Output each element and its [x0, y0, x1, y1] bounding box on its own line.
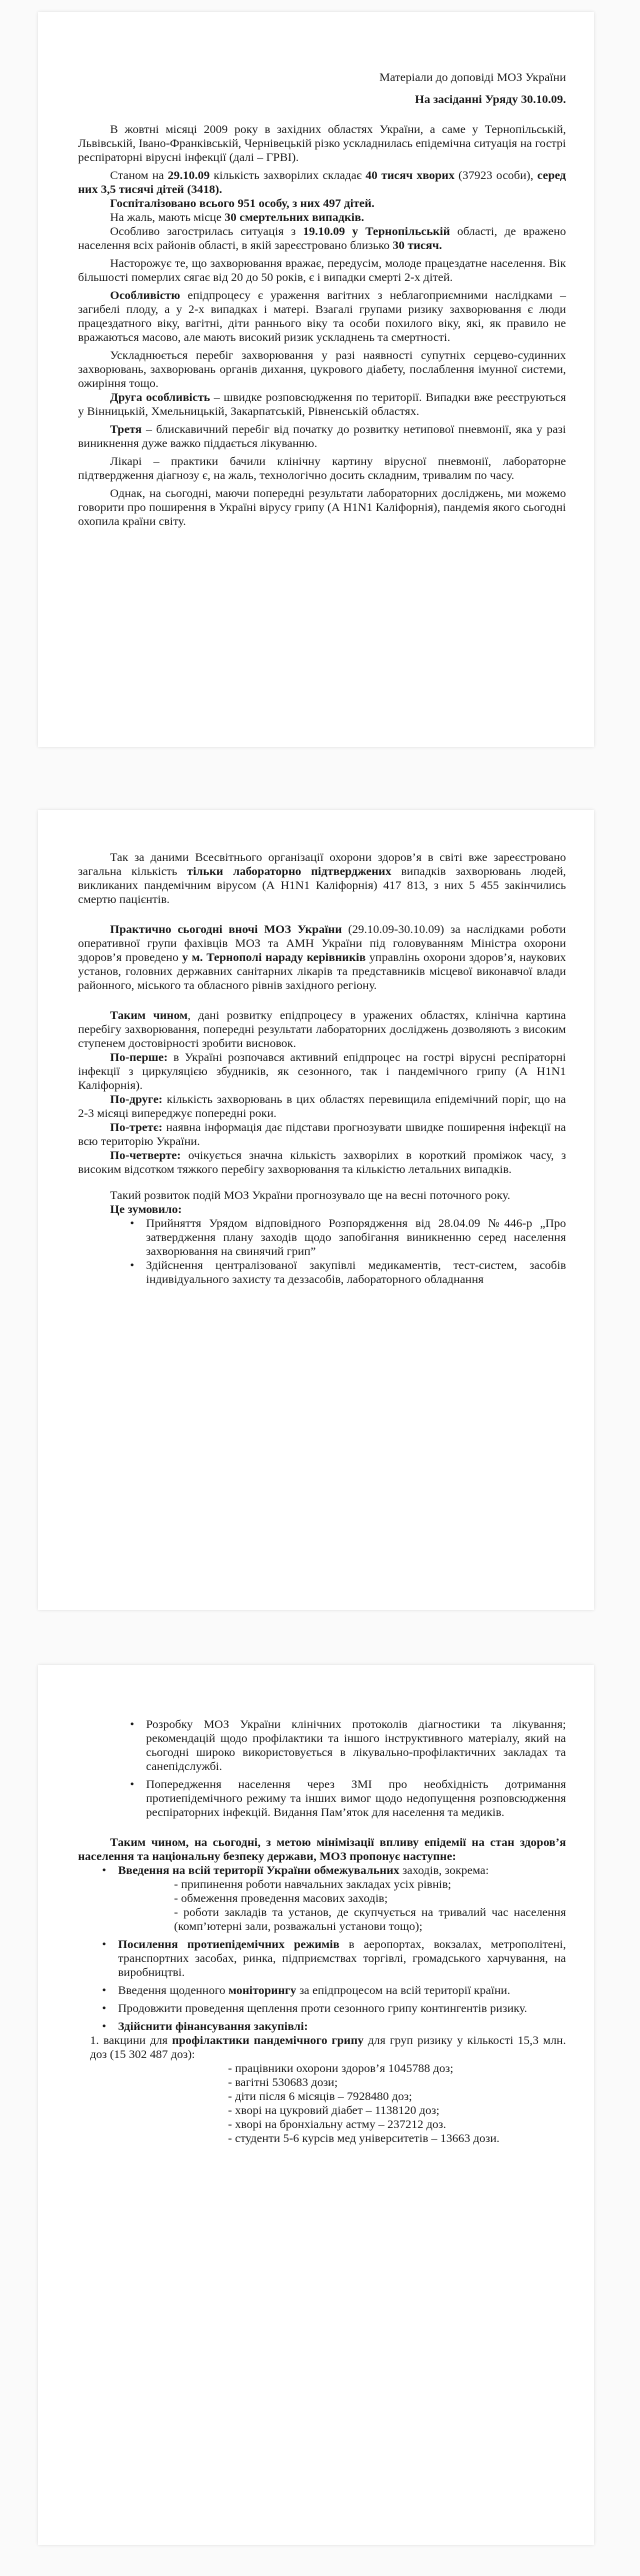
- text-run: Практично сьогодні вночі МОЗ України: [110, 922, 342, 936]
- text-run: Посилення протиепідемічних режимів: [118, 1937, 340, 1951]
- paragraph: [78, 390, 566, 418]
- text-run: (29.10.09-30.10.09) за наслідками роботи оперативної групи фахівців МОЗ та АМН України під головуванням Міністра охорони здоров’я проведено: [78, 922, 566, 964]
- page-3-body: [78, 1717, 566, 2145]
- text-run: в аеропортах, вокзалах, метрополітені, транспортних засобах, ринка, підприємствах торгівлі, громадського харчування, на виробництві.: [118, 1937, 567, 1979]
- sub-item: [78, 2033, 566, 2061]
- sub-item: - хворі на цукровий діабет – 1138120 доз;: [228, 2103, 440, 2117]
- paragraph: [78, 922, 566, 992]
- list-item: [90, 1983, 566, 1997]
- paragraph: Лікарі – практики бачили клінічну картину вірусної пневмонії, лабораторне підтвердження діагнозу є, на жаль, технологічно досить складним, тривалим по часу.: [78, 454, 566, 482]
- text-run: кількість захворювань в цих областях перевищила епідемічний поріг, що на 2-3 місяці випереджує попередні роки.: [78, 1092, 566, 1120]
- text-run: 19.10.09 у Тернопільській: [302, 224, 450, 238]
- paragraph: [78, 1050, 566, 1092]
- sub-item: - хворі на бронхіальну астму – 237212 доз.: [228, 2117, 447, 2131]
- text-run: заходів, зокрема:: [399, 1863, 489, 1877]
- text-run: Особливо загострилась ситуація з: [110, 224, 303, 238]
- page-1-body: [78, 70, 566, 528]
- measures-list: [118, 1216, 566, 1286]
- text-run: Станом на: [110, 168, 168, 182]
- text-run: По-перше:: [110, 1050, 168, 1064]
- text-run: в Україні розпочався активний епідпроцес на гострі вірусні респіраторні інфекції з циркуляцією збудників, як сезонного, так і пандемічного грипу (А H1N1 Каліфорнія).: [78, 1050, 566, 1092]
- sub-item: - працівники охорони здоров’я 1045788 доз;: [228, 2061, 454, 2075]
- text-run: (37923 особи),: [454, 168, 538, 182]
- text-run: – блискавичний перебіг від початку до розвитку нетипової пневмонії, яка у разі виникнення дуже важко піддається лікуванню.: [78, 422, 566, 450]
- proposals-list: [90, 1863, 566, 1877]
- text-run: області, де вражено населення всіх районів області, в якій зареєстровано близько: [78, 224, 566, 252]
- text-run: за епідпроцесом на всій території країни.: [296, 1983, 511, 1997]
- text-run: 30 тисяч.: [392, 238, 443, 252]
- text-run: Введення щоденного: [118, 1983, 229, 1997]
- text-run: для груп ризику у кількості 15,3 млн. доз (15 302 487 доз):: [90, 2033, 566, 2061]
- proposals-intro: [78, 1835, 566, 1863]
- measures-list-continued: [118, 1717, 566, 1819]
- header-line-2: [78, 92, 566, 106]
- paragraph: [78, 1120, 566, 1148]
- text-run: Госпіталізовано всього 951 особу: [110, 196, 287, 210]
- text-run: епідпроцесу є ураження вагітних з неблагоприємними наслідками – загибелі плоду, а у 2-х випадках і матері. Взагалі групами ризику захворювання є люди працездатного віку, вагітні, діти раннього віку та особи похилого віку, які, як правило не вражаються масово, але мають високий ризик ускладнень та смертності.: [78, 288, 566, 344]
- text-run: кількість захворілих складає: [209, 168, 366, 182]
- text-run: По-третє:: [110, 1120, 163, 1134]
- text-run: Так за даними Всесвітнього організації охорони здоров’я в світі вже зареєстровано загальна кількість: [78, 850, 566, 878]
- text-run: випадків захворювань людей, викликаних пандемічним вірусом (А H1N1 Каліфорнія) 417 813, з них 5 455 закінчились смертю пацієнтів.: [78, 864, 567, 906]
- list-item: • Продовжити проведення щеплення проти сезонного грипу контингентів ризику.: [90, 2001, 566, 2015]
- text-run: – швидке розповсюдження по території. Випадки вже реєструються у Вінницькій, Хмельницькій, Закарпатській, Рівненській областях.: [78, 390, 566, 418]
- sub-item: - діти після 6 місяців – 7928480 доз;: [228, 2089, 413, 2103]
- text-run: Здійснити фінансування закупівлі:: [118, 2019, 308, 2033]
- text-run: 30 смертельних випадків.: [224, 210, 365, 224]
- text-run: тільки лабораторно підтверджених: [187, 864, 392, 878]
- list-item: [90, 1863, 566, 1877]
- proposals-list: [90, 1937, 566, 2033]
- text-run: По-четверте:: [110, 1148, 181, 1162]
- sub-item: - вагітні 530683 дози;: [228, 2075, 338, 2089]
- text-run: Друга особливість: [110, 390, 211, 404]
- session-date: На засіданні Уряду 30.10.09.: [414, 92, 566, 106]
- paragraph: [78, 1092, 566, 1120]
- text-run: у м. Тернополі нараду керівників: [182, 950, 366, 964]
- text-run: Таким чином, на сьогодні, з метою мінімізації впливу епідемії на стан здоров’я населення та національну безпеку держави, МОЗ пропонує наступне:: [78, 1835, 566, 1863]
- paragraph: [78, 850, 566, 906]
- paragraph: [78, 1008, 566, 1050]
- text-run: наявна інформація дає підстави прогнозувати швидке поширення інфекції на всю територію України.: [78, 1120, 566, 1148]
- paragraph: [78, 196, 566, 210]
- text-run: серед них 3,5 тисячі дітей (3418).: [78, 168, 566, 196]
- text-run: , з них: [286, 196, 323, 210]
- text-run: Таким чином: [110, 1008, 188, 1022]
- text-run: моніторингу: [228, 1983, 297, 1997]
- paragraph: [78, 422, 566, 450]
- paragraph: [78, 168, 566, 196]
- text-run: очікується значна кількість захворілих в короткий проміжок часу, з високим відсотком тяжкого перебігу захворювання та кількістю летальних випадків.: [78, 1148, 566, 1176]
- sub-item: - припинення роботи навчальних закладах усіх рівнів;: [174, 1877, 452, 1891]
- text-run: Третя: [110, 422, 142, 436]
- sub-item: - роботи закладів та установ, де скупчується на тривалий час населення (комп’ютерні зали, розважальні установи тощо);: [174, 1905, 566, 1933]
- list-item: • Розробку МОЗ України клінічних протоколів діагностики та лікування; рекомендацій щодо профілактики та іншого інструктивного матеріалу, який на сьогодні широко використовується в лікувально-профілактичних закладах та санепідслужбі.: [118, 1717, 566, 1773]
- paragraph: [78, 224, 566, 252]
- paragraph: Такий розвиток подій МОЗ України прогнозувало ще на весні поточного року.: [110, 1188, 511, 1202]
- text-run: На жаль, мають місце: [110, 210, 225, 224]
- text-run: 40 тисяч хворих: [365, 168, 455, 182]
- paragraph: [78, 288, 566, 344]
- text-run: профілактики пандемічного грипу: [171, 2033, 364, 2047]
- text-run: По-друге:: [110, 1092, 163, 1106]
- paragraph: Насторожує те, що захворювання вражає, передусім, молоде працездатне населення. Вік більшості померлих сягає від 20 до 50 років, є і випадки смерті 2-х дітей.: [78, 256, 566, 284]
- text-run: Це зумовило:: [110, 1202, 182, 1216]
- text-run: 497 дітей.: [323, 196, 375, 210]
- text-run: Особливістю: [110, 288, 181, 302]
- document-page-3: [38, 1665, 594, 2545]
- list-item: • Прийняття Урядом відповідного Розпорядження від 28.04.09 №446-р „Про затвердження плану заходів щодо запобігання виникненню серед населення захворювання на свинячий грип”: [118, 1216, 566, 1258]
- text-run: , дані розвитку епідпроцесу в уражених областях, клінічна картина перебігу захворювання, попередні результати лабораторних досліджень дозволяють з високим ступенем достовірності зробити висновок.: [78, 1008, 567, 1050]
- paragraph: [78, 1148, 566, 1176]
- document-page-1: [38, 12, 594, 747]
- sub-item: - студенти 5-6 курсів мед університетів – 13663 дози.: [228, 2131, 500, 2145]
- list-item: [90, 2019, 566, 2033]
- paragraph: Ускладнюється перебіг захворювання у разі наявності супутніх серцево-судинних захворювань, захворювань органів дихання, цукрового діабету, послаблення імунної системи, ожиріння тощо.: [78, 348, 566, 390]
- list-item: • Здійснення централізованої закупівлі медикаментів, тест-систем, засобів індивідуального захисту та деззасобів, лабораторного обладнання: [118, 1258, 566, 1286]
- paragraph: В жовтні місяці 2009 року в західних областях України, а саме у Тернопільській, Львівській, Івано-Франківській, Чернівецькій різко ускладнилась епідемічна ситуація на гострі респіраторні вірусні інфекції (далі – ГРВІ).: [78, 122, 566, 164]
- sub-item: - обмеження проведення масових заходів;: [174, 1891, 388, 1905]
- header-line-1: Матеріали до доповіді МОЗ України: [379, 70, 566, 84]
- page-2-body: [78, 850, 566, 1286]
- text-run: Введення на всій території України обмежувальних: [118, 1863, 400, 1877]
- paragraph: [78, 210, 566, 224]
- list-item: • Попередження населення через ЗМІ про необхідність дотримання протиепідемічного режиму та інших вимог щодо недопущення розповсюдження респіраторних інфекцій. Видання Пам’яток для населення та медиків.: [118, 1777, 566, 1819]
- text-run: управлінь охорони здоров’я, наукових установ, головних державних санітарних лікарів та представників місцевої виконавчої влади районного, міського та обласного рівнів західного регіону.: [78, 950, 566, 992]
- paragraph: Однак, на сьогодні, маючи попередні результати лабораторних досліджень, ми можемо говорити про поширення в Україні вірусу грипу (А H1N1 Каліфорнія), пандемія якого сьогодні охопила країни світу.: [78, 486, 566, 528]
- list-item: [90, 1937, 566, 1979]
- document-page-2: [38, 810, 594, 1610]
- text-run: 1. вакцини для: [90, 2033, 172, 2047]
- paragraph: [78, 1202, 566, 1216]
- text-run: 29.10.09: [167, 168, 210, 182]
